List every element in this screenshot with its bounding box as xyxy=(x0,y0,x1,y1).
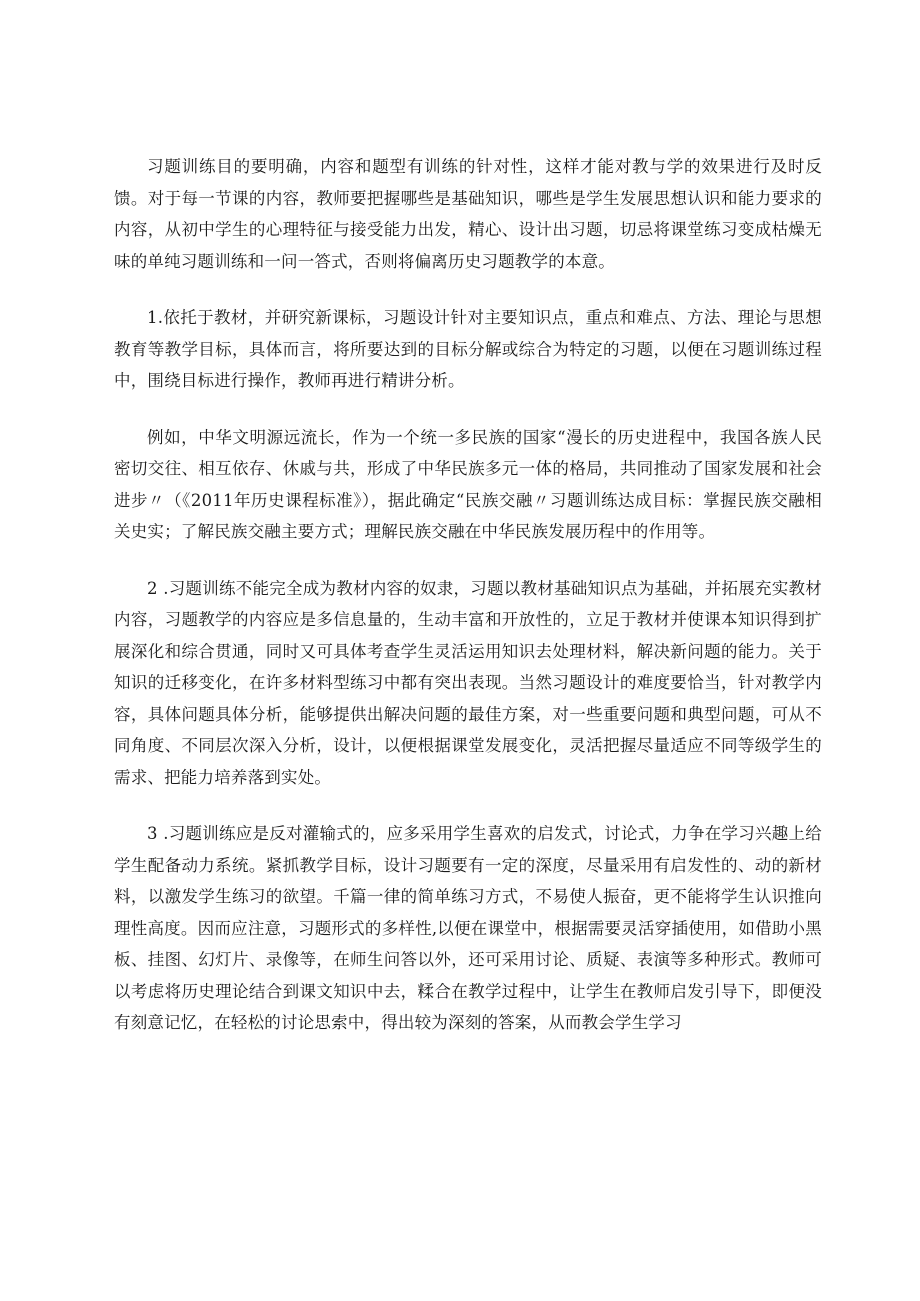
paragraph-point-2: 2 .习题训练不能完全成为教材内容的奴隶，习题以教材基础知识点为基础，并拓展充实教材内容，习题教学的内容应是多信息量的，生动丰富和开放性的，立足于教材并使课本知识得到扩展深化和综合贯通，同时又可具体考查学生灵活运用知识去处理材料，解决新问题的能力。关于知识的迁移变化，在许多材料型练习中都有突出表现。当然习题设计的难度要恰当，针对教学内容，具体问题具体分析，能够提供出解决问题的最佳方案，对一些重要问题和典型问题，可从不同角度、不同层次深入分析，设计，以便根据课堂发展变化，灵活把握尽量适应不同等级学生的需求、把能力培养落到实处。 xyxy=(114,578,822,787)
paragraph-point-1: 1.依托于教材，并研究新课标，习题设计针对主要知识点，重点和难点、方法、理论与思想教育等教学目标，具体而言，将所要达到的目标分解或综合为特定的习题，以便在习题训练过程中，围绕目标进行操作，教师再进行精讲分析。 xyxy=(114,308,822,390)
paragraph-point-3: 3 .习题训练应是反对灌输式的，应多采用学生喜欢的启发式，讨论式，力争在学习兴趣上给学生配备动力系统。紧抓教学目标，设计习题要有一定的深度，尽量采用有启发性的、动的新材料，以激发学生练习的欲望。千篇一律的简单练习方式，不易使人振奋，更不能将学生认识推向理性高度。因而应注意，习题形式的多样性,以便在课堂中，根据需要灵活穿插使用，如借助小黑板、挂图、幻灯片、录像等，在师生问答以外，还可采用讨论、质疑、表演等多种形式。教师可以考虑将历史理论结合到课文知识中去，糅合在教学过程中，让学生在教师启发引导下，即便没有刻意记忆，在轻松的讨论思索中，得出较为深刻的答案，从而教会学生学习 xyxy=(114,824,822,1032)
paragraph-intro: 习题训练目的要明确，内容和题型有训练的针对性，这样才能对教与学的效果进行及时反馈。对于每一节课的内容，教师要把握哪些是基础知识，哪些是学生发展思想认识和能力要求的内容，从初中学生的心理特征与接受能力出发，精心、设计出习题，切忌将课堂练习变成枯燥无味的单纯习题训练和一问一答式，否则将偏离历史习题教学的本意。 xyxy=(114,157,822,271)
document-body xyxy=(114,151,822,1064)
paragraph-example: 例如，中华文明源远流长，作为一个统一多民族的国家“漫长的历史进程中，我国各族人民密切交往、相互依存、休戚与共，形成了中华民族多元一体的格局，共同推动了国家发展和社会进步〃（《2011年历史课程标准》），据此确定“民族交融〃习题训练达成目标：掌握民族交融相关史实；了解民族交融主要方式；理解民族交融在中华民族发展历程中的作用等。 xyxy=(114,427,822,541)
